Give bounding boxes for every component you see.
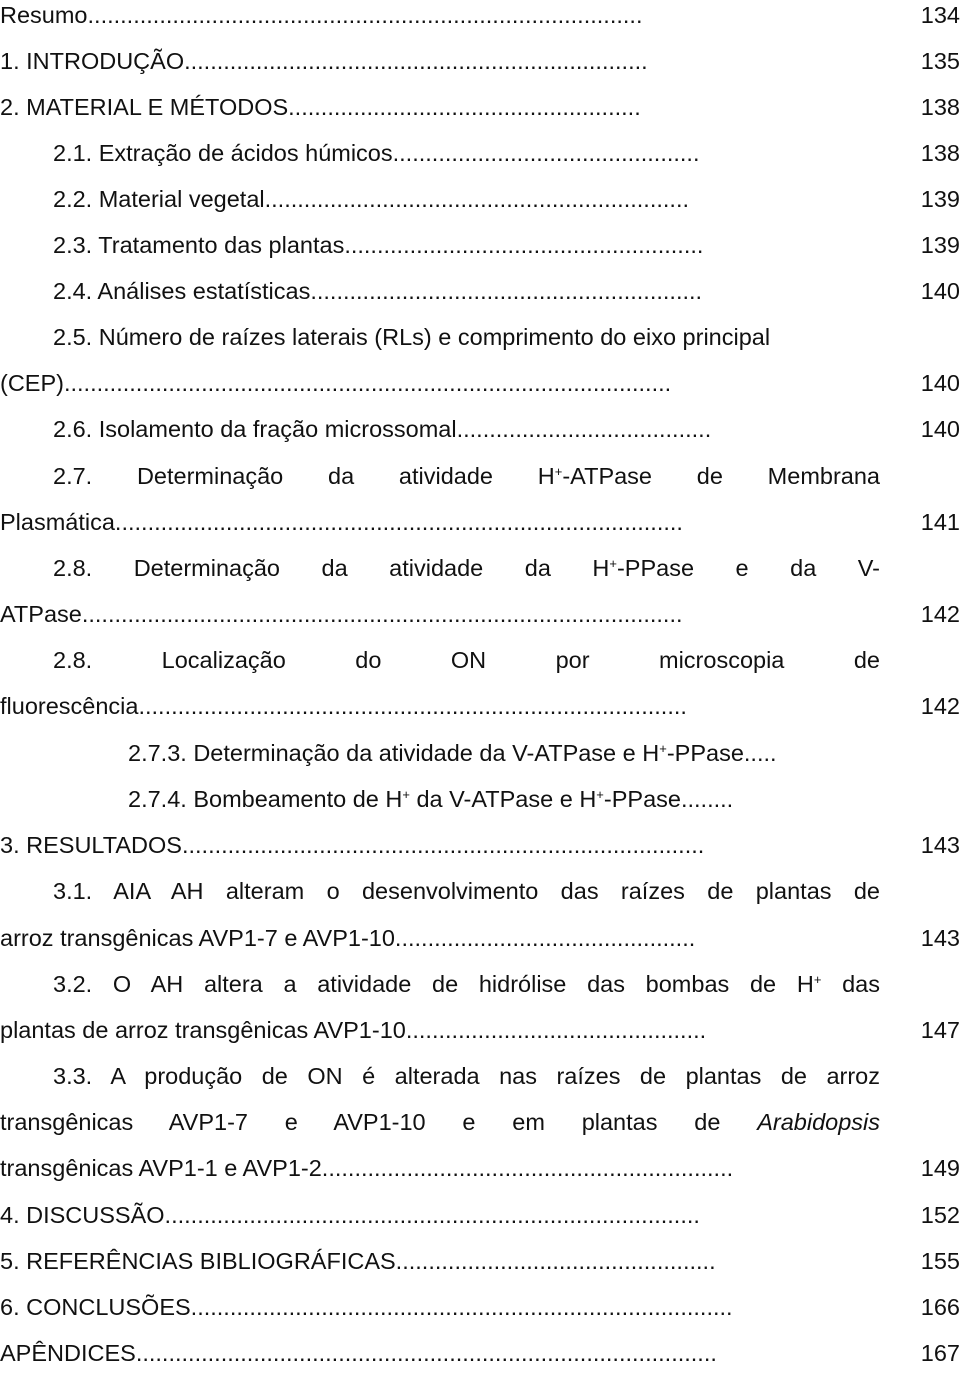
toc-entry-text: 5. REFERÊNCIAS BIBLIOGRÁFICAS................................................. — [0, 1248, 716, 1274]
toc-entry[interactable] — [0, 1195, 960, 1235]
toc-page-number: 166 — [920, 1294, 960, 1320]
toc-entry[interactable] — [0, 409, 960, 449]
toc-entry-continuation — [0, 1102, 960, 1142]
toc-page-number: 142 — [920, 693, 960, 719]
toc-entry-continuation — [0, 594, 960, 634]
toc-entry-continuation — [0, 1010, 960, 1050]
toc-page-number: 140 — [920, 278, 960, 304]
toc-entry[interactable] — [0, 1241, 960, 1281]
toc-entry[interactable] — [0, 1056, 960, 1096]
toc-entry-text: 2.8. Determinação da atividade da H+-PPase e da V- — [53, 555, 880, 581]
toc-entry[interactable] — [0, 87, 960, 127]
toc-page-number: 141 — [920, 509, 960, 535]
toc-entry-text: transgênicas AVP1-1 e AVP1-2............................................................... — [0, 1155, 734, 1181]
toc-entry[interactable] — [0, 317, 960, 357]
toc-entry[interactable] — [0, 1333, 960, 1373]
toc-entry-text: arroz transgênicas AVP1-7 e AVP1-10.............................................. — [0, 925, 696, 951]
toc-entry-text: plantas de arroz transgênicas AVP1-10.............................................. — [0, 1017, 707, 1043]
toc-entry-continuation — [0, 1148, 960, 1188]
toc-entry-text: Resumo..................................................................................... — [0, 2, 643, 28]
toc-entry-text: (CEP)............................................................................................. — [0, 370, 672, 396]
toc-entry[interactable] — [0, 733, 960, 773]
toc-entry-text: transgênicas AVP1-7 e AVP1-10 e em plantas de Arabidopsis — [0, 1109, 880, 1135]
toc-entry[interactable] — [0, 271, 960, 311]
toc-entry-text: 2.6. Isolamento da fração microssomal....................................... — [53, 416, 712, 442]
toc-entry-text: 2.7.3. Determinação da atividade da V-ATPase e H+-PPase..... — [128, 740, 777, 766]
toc-entry[interactable] — [0, 964, 960, 1004]
toc-entry-text: ATPase............................................................................................ — [0, 601, 683, 627]
toc-page-number: 135 — [920, 48, 960, 74]
toc-page-number: 139 — [920, 186, 960, 212]
toc-entry-text: 3. RESULTADOS................................................................................ — [0, 832, 705, 858]
toc-page-number: 149 — [920, 1155, 960, 1181]
toc-page-number: 140 — [920, 370, 960, 396]
toc-page-number: 143 — [920, 925, 960, 951]
toc-entry-text: 2. MATERIAL E MÉTODOS...................................................... — [0, 94, 641, 120]
toc-entry-text: fluorescência.................................................................................... — [0, 693, 687, 719]
toc-entry[interactable] — [0, 825, 960, 865]
toc-page-number: 167 — [920, 1340, 960, 1366]
toc-entry-text: 2.3. Tratamento das plantas....................................................... — [53, 232, 704, 258]
toc-entry-text: 1. INTRODUÇÃO....................................................................... — [0, 48, 648, 74]
toc-entry-text: 2.7.4. Bombeamento de H+ da V-ATPase e H+-PPase........ — [128, 786, 734, 812]
toc-page-number: 138 — [920, 94, 960, 120]
toc-page-number: 147 — [920, 1017, 960, 1043]
toc-entry-text: APÊNDICES......................................................................................... — [0, 1340, 717, 1366]
toc-entry-text: 6. CONCLUSÕES................................................................................... — [0, 1294, 733, 1320]
toc-page-number: 143 — [920, 832, 960, 858]
toc-entry-text: 2.8. Localização do ON por microscopia de — [53, 647, 880, 673]
toc-entry[interactable] — [0, 779, 960, 819]
toc-entry[interactable] — [0, 225, 960, 265]
toc-entry-continuation — [0, 363, 960, 403]
toc-page-number: 155 — [920, 1248, 960, 1274]
toc-entry-text: 2.5. Número de raízes laterais (RLs) e comprimento do eixo principal — [53, 324, 771, 350]
toc-entry-text: 4. DISCUSSÃO.................................................................................. — [0, 1202, 700, 1228]
toc-entry[interactable] — [0, 456, 960, 496]
toc-entry-text: 2.1. Extração de ácidos húmicos............................................... — [53, 140, 700, 166]
toc-entry[interactable] — [0, 871, 960, 911]
toc-page-number: 138 — [920, 140, 960, 166]
toc-page-number: 140 — [920, 416, 960, 442]
toc-entry-text: Plasmática....................................................................................... — [0, 509, 683, 535]
toc-page-number: 139 — [920, 232, 960, 258]
toc-entry[interactable] — [0, 548, 960, 588]
toc-page-number: 142 — [920, 601, 960, 627]
toc-entry-text: 3.3. A produção de ON é alterada nas raízes de plantas de arroz — [53, 1063, 880, 1089]
toc-entry-text: 2.7. Determinação da atividade H+-ATPase de Membrana — [53, 463, 880, 489]
toc-entry-continuation — [0, 918, 960, 958]
toc-entry-text: 2.4. Análises estatísticas............................................................ — [53, 278, 703, 304]
toc-entry[interactable] — [0, 0, 960, 35]
toc-entry-text: 3.1. AIA AH alteram o desenvolvimento das raízes de plantas de — [53, 878, 880, 904]
toc-entry-continuation — [0, 502, 960, 542]
toc-page-number: 152 — [920, 1202, 960, 1228]
toc-entry[interactable] — [0, 640, 960, 680]
toc-entry-text: 3.2. O AH altera a atividade de hidrólise das bombas de H+ das — [53, 971, 880, 997]
toc-entry[interactable] — [0, 179, 960, 219]
toc-entry-continuation — [0, 686, 960, 726]
toc-entry[interactable] — [0, 133, 960, 173]
toc-page-number: 134 — [920, 2, 960, 28]
toc-entry[interactable] — [0, 41, 960, 81]
toc-entry[interactable] — [0, 1287, 960, 1327]
toc-entry-text: 2.2. Material vegetal................................................................. — [53, 186, 690, 212]
